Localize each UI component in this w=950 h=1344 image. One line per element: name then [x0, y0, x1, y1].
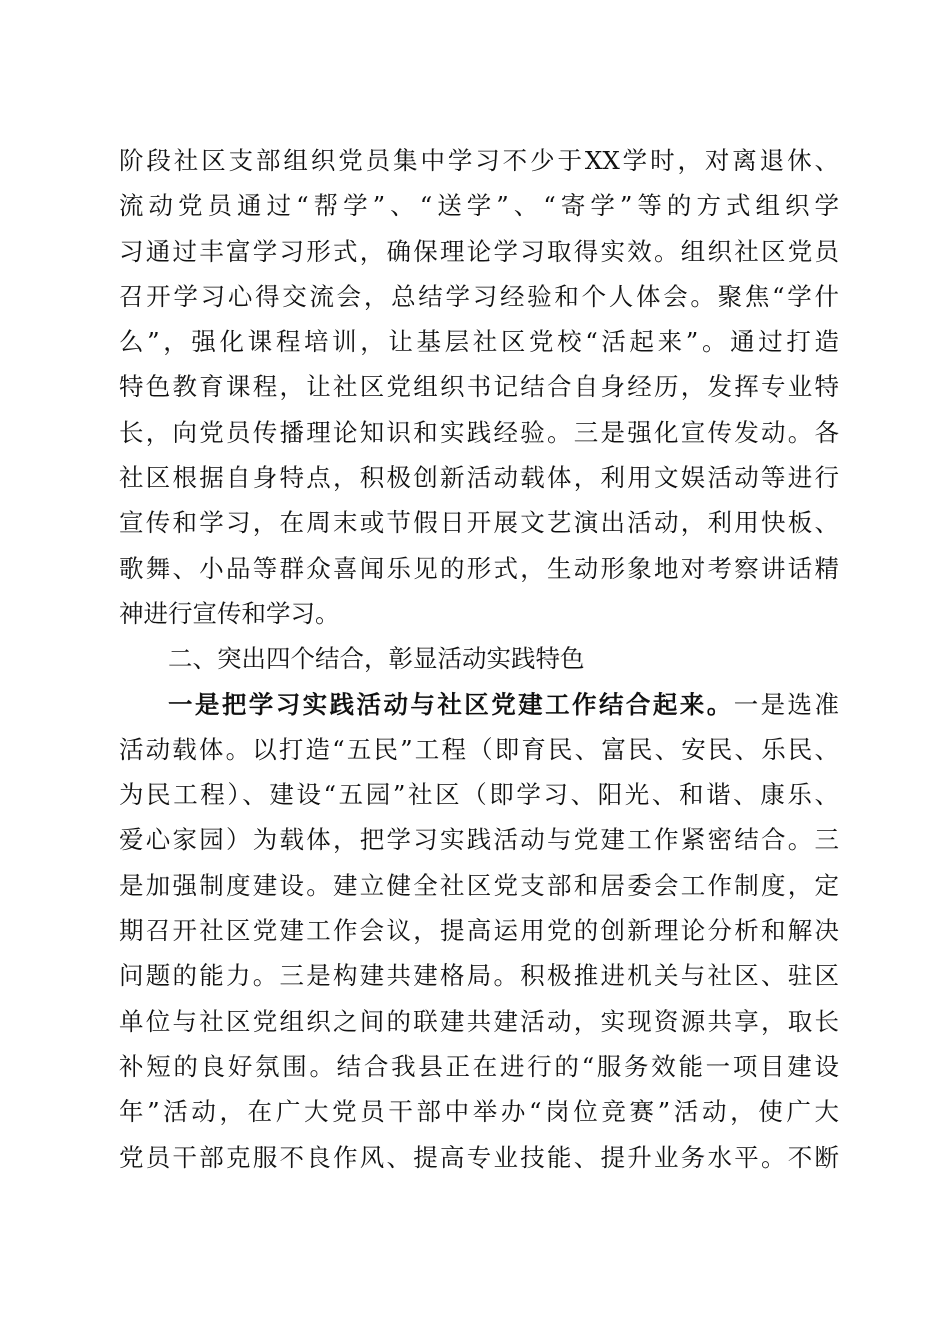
text-line: 歌舞、小品等群众喜闻乐见的形式，生动形象地对考察讲话精 — [119, 553, 839, 583]
text-line: 习通过丰富学习形式，确保理论学习取得实效。组织社区党员 — [119, 236, 839, 266]
text-line: 活动载体。以打造“五民”工程（即育民、富民、安民、乐民、 — [119, 734, 839, 764]
text-line: 社区根据自身特点，积极创新活动载体，利用文娱活动等进行 — [119, 463, 839, 493]
text-line: 问题的能力。三是构建共建格局。积极推进机关与社区、驻区 — [119, 961, 839, 991]
text-line — [119, 682, 839, 727]
text-line: 期召开社区党建工作会议，提高运用党的创新理论分析和解决 — [119, 916, 839, 946]
text-line: 流动党员通过“帮学”、“送学”、“寄学”等的方式组织学 — [119, 191, 839, 221]
text-line: 单位与社区党组织之间的联建共建活动，实现资源共享，取长 — [119, 1006, 839, 1036]
text-line: 党员干部克服不良作风、提高专业技能、提升业务水平。不断 — [119, 1142, 839, 1172]
text-line: 是加强制度建设。建立健全社区党支部和居委会工作制度，定 — [119, 870, 839, 900]
bold-lead-sentence: 一是把学习实践活动与社区党建工作结合起来。 — [168, 689, 734, 719]
body-text — [119, 138, 839, 1180]
text-line: 爱心家园）为载体，把学习实践活动与党建工作紧密结合。三 — [119, 825, 839, 855]
text-line: 特色教育课程，让社区党组织书记结合自身经历，发挥专业特 — [119, 372, 839, 402]
text-line: 宣传和学习，在周末或节假日开展文艺演出活动，利用快板、 — [119, 508, 839, 538]
text-line: 长，向党员传播理论知识和实践经验。三是强化宣传发动。各 — [119, 417, 839, 447]
text-line: 补短的良好氛围。结合我县正在进行的“服务效能一项目建设 — [119, 1051, 839, 1081]
text-line: 么”，强化课程培训，让基层社区党校“活起来”。通过打造 — [119, 327, 839, 357]
text-line: 为民工程）、建设“五园”社区（即学习、阳光、和谐、康乐、 — [119, 780, 839, 810]
text-line: 阶段社区支部组织党员集中学习不少于XX学时，对离退休、 — [119, 146, 839, 175]
text-line: 神进行宣传和学习。 — [119, 598, 340, 628]
text-line: 召开学习心得交流会，总结学习经验和个人体会。聚焦“学什 — [119, 281, 839, 311]
section-heading: 二、突出四个结合，彰显活动实践特色 — [168, 644, 585, 674]
text-span: 一是选准 — [733, 689, 839, 719]
text-line: 年”活动，在广大党员干部中举办“岗位竞赛”活动，使广大 — [119, 1097, 839, 1127]
